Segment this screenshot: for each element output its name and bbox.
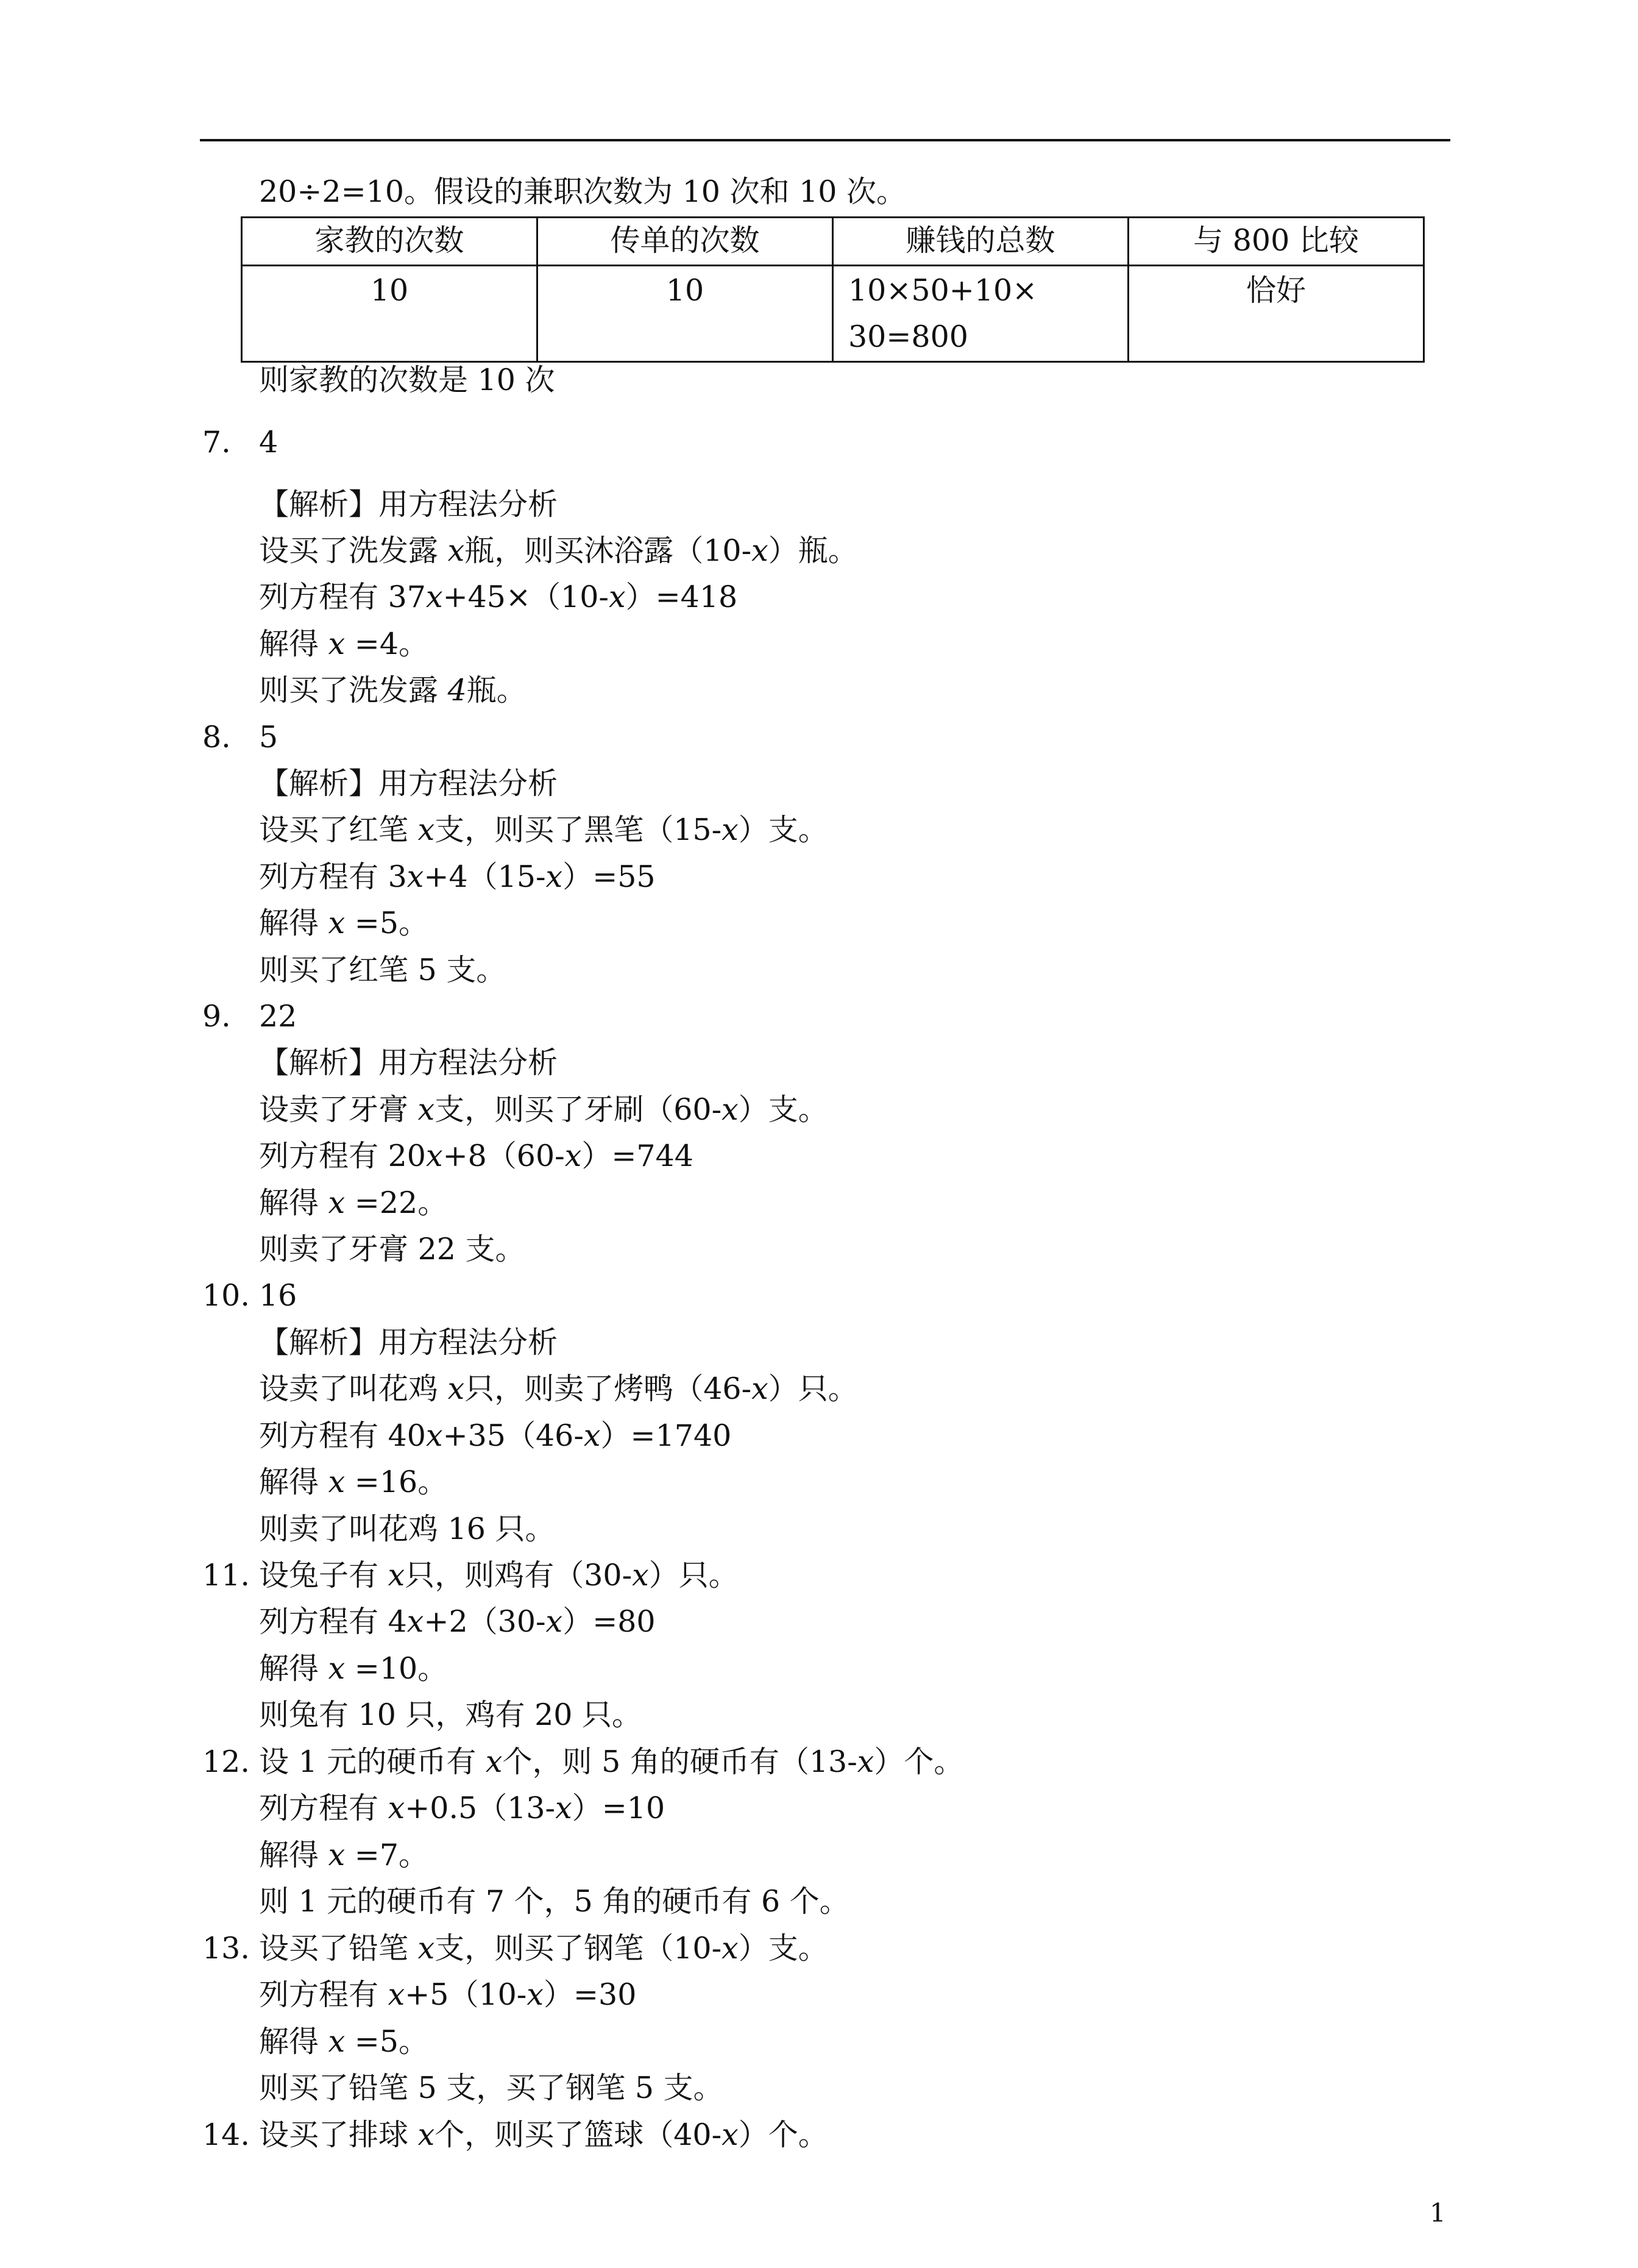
- setup-line: 设 1 元的硬币有 x个，则 5 角的硬币有（13-x）个。: [259, 1744, 964, 1779]
- solution-line: 解得 x =10。: [259, 1651, 448, 1686]
- setup-line: 设兔子有 x只，则鸡有（30-x）只。: [259, 1558, 739, 1593]
- setup-line: 设卖了叫花鸡 x只，则卖了烤鸭（46-x）只。: [259, 1371, 858, 1406]
- table-cell-compare: 恰好: [1129, 266, 1424, 362]
- equation-line: 列方程有 4x+2（30-x）=80: [259, 1604, 656, 1639]
- question-number: 12.: [202, 1744, 250, 1779]
- table-cell-total: [833, 266, 1129, 362]
- solution-line: 解得 x =4。: [259, 627, 429, 661]
- page-number: 1: [1430, 2198, 1446, 2228]
- setup-line: 设买了红笔 x支，则买了黑笔（15-x）支。: [259, 812, 828, 847]
- result-line: 则卖了牙膏 22 支。: [259, 1232, 525, 1267]
- setup-line: 设买了铅笔 x支，则买了钢笔（10-x）支。: [259, 1931, 828, 1966]
- table-header: 赚钱的总数: [833, 218, 1129, 266]
- equation-line: 列方程有 37x+45×（10-x）=418: [259, 580, 738, 614]
- header-rule: [200, 139, 1450, 141]
- solution-line: 解得 x =22。: [259, 1186, 448, 1220]
- table-cell-tutor-count: 10: [242, 266, 537, 362]
- setup-line: 设卖了牙膏 x支，则买了牙刷（60-x）支。: [259, 1092, 828, 1127]
- setup-line: 设买了排球 x个，则买了篮球（40-x）个。: [259, 2117, 828, 2152]
- table-header-row: [242, 218, 1424, 266]
- equation-line: 列方程有 20x+8（60-x）=744: [259, 1139, 693, 1173]
- equation-line: 列方程有 40x+35（46-x）=1740: [259, 1418, 732, 1453]
- answer: 16: [259, 1278, 297, 1313]
- result-line: 则卖了叫花鸡 16 只。: [259, 1512, 555, 1546]
- analysis-heading: 【解析】用方程法分析: [259, 1325, 558, 1360]
- analysis-heading: 【解析】用方程法分析: [259, 766, 558, 801]
- table-header: 与 800 比较: [1129, 218, 1424, 266]
- solution-line: 解得 x =7。: [259, 1838, 429, 1872]
- table-header: 传单的次数: [537, 218, 833, 266]
- result-line: 则 1 元的硬币有 7 个，5 角的硬币有 6 个。: [259, 1884, 849, 1919]
- question-number: 8.: [202, 720, 231, 755]
- comparison-table: [241, 216, 1425, 363]
- equation-line: 列方程有 3x+4（15-x）=55: [259, 859, 656, 894]
- analysis-heading: 【解析】用方程法分析: [259, 1045, 558, 1080]
- question-number: 13.: [202, 1931, 250, 1966]
- result-line: 则兔有 10 只，鸡有 20 只。: [259, 1697, 642, 1732]
- result-line: 则买了红笔 5 支。: [259, 953, 506, 987]
- analysis-heading: 【解析】用方程法分析: [259, 487, 558, 522]
- table-header: 家教的次数: [242, 218, 537, 266]
- solution-line: 解得 x =5。: [259, 2024, 429, 2059]
- table-cell-flyer-count: 10: [537, 266, 833, 362]
- solution-line: 解得 x =16。: [259, 1465, 448, 1499]
- result-line: 则买了洗发露 4瓶。: [259, 673, 526, 708]
- answer: 22: [259, 999, 297, 1034]
- question-number: 11.: [202, 1558, 250, 1593]
- answer: 4: [259, 425, 278, 460]
- question-number: 9.: [202, 999, 231, 1034]
- question-number: 7.: [202, 425, 231, 460]
- total-line-1: 10×50+10×: [848, 273, 1038, 308]
- equation-line: 列方程有 x+0.5（13-x）=10: [259, 1791, 665, 1825]
- intro-line: 20÷2=10。假设的兼职次数为 10 次和 10 次。: [259, 174, 906, 209]
- conclusion-line: 则家教的次数是 10 次: [259, 363, 555, 397]
- answer: 5: [259, 720, 278, 755]
- equation-line: 列方程有 x+5（10-x）=30: [259, 1977, 637, 2012]
- setup-line: 设买了洗发露 x瓶，则买沐浴露（10-x）瓶。: [259, 533, 858, 568]
- question-number: 14.: [202, 2117, 250, 2152]
- table-row: [242, 266, 1424, 362]
- solution-line: 解得 x =5。: [259, 906, 429, 940]
- total-line-2: 30=800: [848, 319, 968, 354]
- result-line: 则买了铅笔 5 支，买了钢笔 5 支。: [259, 2071, 723, 2105]
- question-number: 10.: [202, 1278, 250, 1313]
